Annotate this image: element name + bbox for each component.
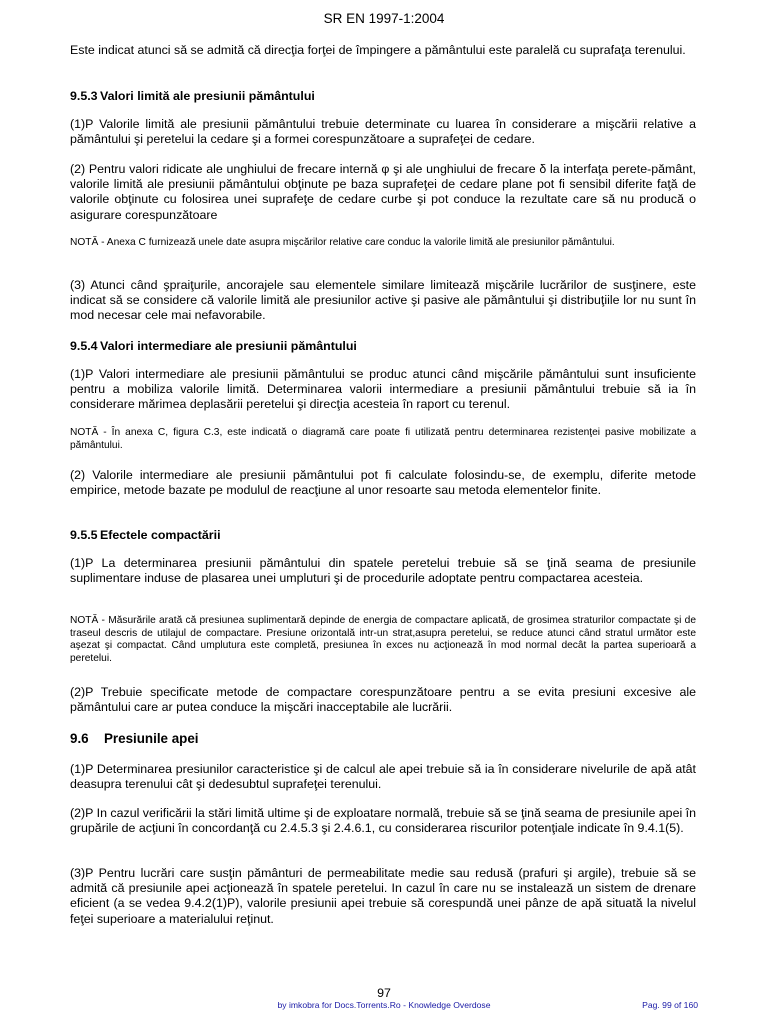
page-header: SR EN 1997-1:2004 — [323, 11, 445, 26]
paragraph-9-6-1: (1)P Determinarea presiunilor caracteristice şi de calcul ale apei trebuie să ia în considerare nivelurile de apă atât deasupra terenului cât şi dedesubtul suprafeţei terenului. — [70, 762, 696, 792]
paragraph-9-6-3: (3)P Pentru lucrări care susţin pământuri de permeabilitate medie sau redusă (prafuri şi argile), trebuie să se admită că presiunile apei acţionează în spatele peretelui. In cazul în care nu se instalează un sistem de drenare eficient (a se vedea 9.4.2(1)P), valorile presiunii apei trebuie să corespundă unei pânze de apă situată la nivelul feţei superioare a materialului reţinut. — [70, 866, 696, 926]
footer-page-count: Pag. 99 of 160 — [642, 1000, 698, 1010]
paragraph-9-5-3-2: (2) Pentru valori ridicate ale unghiului de frecare internă φ şi ale unghiului de frecare δ la interfaţa perete-pământ, valorile limită ale presiunii pământului obţinute pe baza suprafeţei de cedare plane pot fi sensibil diferite faţă de valorile obţinute cu folosirea unei suprafeţe de cedare curbe şi pot conduce la rezultate care să nu producă o asigurare corespunzătoare — [70, 162, 696, 222]
section-title: Efectele compactării — [100, 528, 221, 542]
paragraph-9-5-3-1: (1)P Valorile limită ale presiunii pământului trebuie determinate cu luarea în considerare a mişcării relative a pământului şi peretelui la cedare şi a formei corespunzătoare a suprafeţei de cedare. — [70, 117, 696, 147]
section-title: Presiunile apei — [104, 731, 199, 746]
section-title: Valori intermediare ale presiunii pământului — [100, 339, 357, 353]
paragraph-9-6-2: (2)P In cazul verificării la stări limită ultime şi de exploatare normală, trebuie să se ţină seama de presiunile apei în grupările de acţiuni în concordanţă cu 2.4.5.3 şi 2.4.6.1, cu considerarea riscurilor potenţiale indicate în 9.4.1(5). — [70, 806, 696, 836]
paragraph-9-5-5-1: (1)P La determinarea presiunii pământului din spatele peretelui trebuie să se ţină seama de presiunile suplimentare induse de plasarea unei umpluturi şi de procedurile adoptate pentru compactarea acesteia. — [70, 556, 696, 586]
section-heading-9-6 — [70, 731, 696, 747]
section-title: Valori limită ale presiunii pământului — [100, 89, 315, 103]
note-9-5-3: NOTĂ - Anexa C furnizează unele date asupra mişcărilor relative care conduc la valorile limită ale presiunilor pământului. — [70, 237, 615, 248]
paragraph-9-5-4-1: (1)P Valori intermediare ale presiunii pământului se produc atunci când mişcările pământului sunt insuficiente pentru a mobiliza valorile limită. Determinarea valorii intermediare a presiunii pământului trebuie să ia în considerare mărimea deplasării peretelui şi direcţia acesteia în raport cu terenul. — [70, 367, 696, 412]
page-number: 97 — [377, 986, 391, 1000]
section-number: 9.5.3 — [70, 89, 98, 103]
paragraph-9-5-4-2: (2) Valorile intermediare ale presiunii pământului pot fi calculate folosindu-se, de exemplu, diferite metode empirice, metode bazate pe modulul de reacţiune al unor resoarte sau metoda elementelor finite. — [70, 468, 696, 498]
note-9-5-5: NOTĂ - Măsurările arată că presiunea suplimentară depinde de energia de compactare aplicată, de grosimea straturilor compactate şi de traseul descris de utilajul de compactare. Presiune orizontală intr-un strat,asupra peretelui, se reduce atunci când stratul următor este aşezat şi compactat. Când umplutura este completă, presiunea în exces nu acţionează în mod normal decât la partea superioară a peretelui. — [70, 615, 696, 664]
note-9-5-4: NOTĂ - În anexa C, figura C.3, este indicată o diagramă care poate fi utilizată pentru determinarea rezistenţei pasive mobilizate a pământului. — [70, 427, 696, 451]
paragraph-intro: Este indicat atunci să se admită că direcţia forţei de împingere a pământului este paralelă cu suprafaţa terenului. — [70, 43, 686, 57]
section-heading-9-5-5 — [70, 528, 696, 543]
section-heading-9-5-4 — [70, 339, 696, 354]
section-number: 9.5.4 — [70, 339, 98, 353]
footer-credit: by imkobra for Docs.Torrents.Ro - Knowledge Overdose — [277, 1000, 491, 1010]
paragraph-9-5-5-2: (2)P Trebuie specificate metode de compactare corespunzătoare pentru a se evita presiuni excesive ale pământului care ar putea conduce la mişcări inacceptabile ale lucrării. — [70, 685, 696, 715]
paragraph-9-5-3-3: (3) Atunci când şpraiţurile, ancorajele sau elementele similare limitează mişcările lucrărilor de susţinere, este indicat să se considere că valorile limită ale presiunilor active şi pasive ale pământului şi distribuţiile lor nu sunt în mod necesar cele mai nefavorabile. — [70, 278, 696, 323]
section-number: 9.5.5 — [70, 528, 98, 542]
section-heading-9-5-3 — [70, 89, 696, 104]
section-number: 9.6 — [70, 731, 89, 746]
